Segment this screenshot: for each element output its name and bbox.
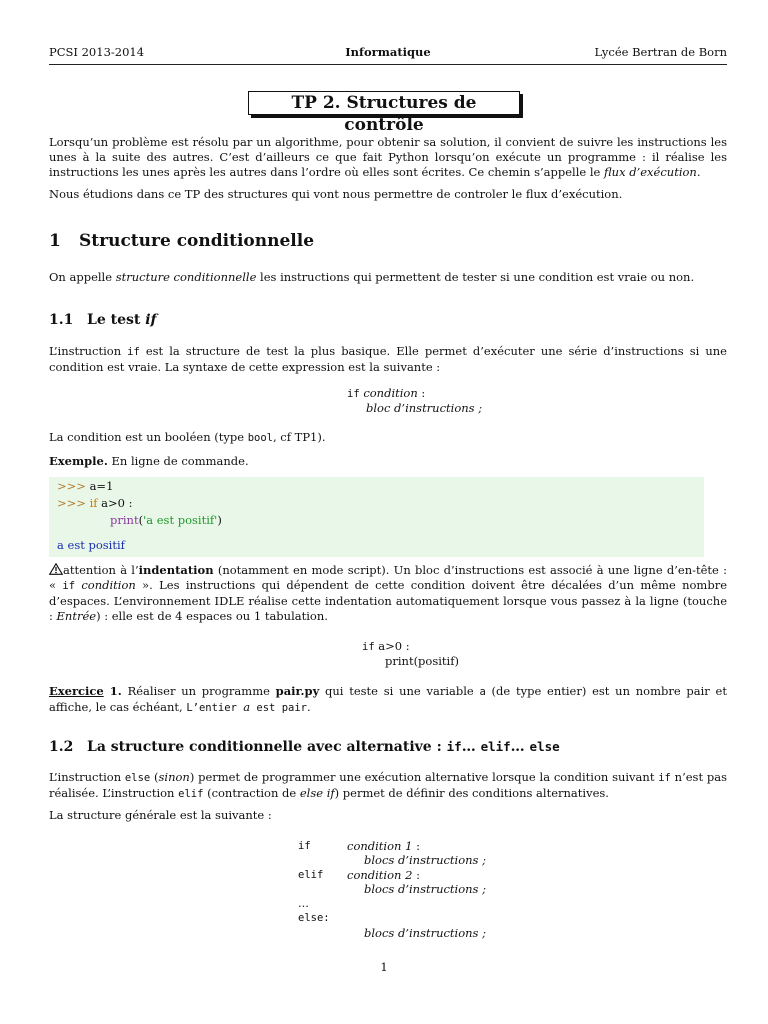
struct-if-keyword: if bbox=[298, 840, 311, 852]
document-title: TP 2. Structures de contrôle bbox=[248, 91, 520, 115]
indentation-warning: attention à l’indentation (notamment en mode script). Un bloc d’instructions est associé à une ligne d’en-tête : « if condition ». Les instructions qui dépendent de cette condition doivent être décalées d’un même nombre d’espaces. L’environnement IDLE réalise cette indentation automatiquement lorsque vous passez à la ligne (touche : Entrée) : elle est de 4 espaces ou 1 tabulation. bbox=[49, 563, 727, 623]
indent-example-line-2: print(positif) bbox=[385, 654, 459, 668]
code-output: a est positif bbox=[57, 538, 125, 552]
struct-condition-1: condition 1 : bbox=[347, 839, 420, 853]
struct-block-2: blocs d’instructions ; bbox=[364, 882, 486, 896]
subsection-heading-1-2: 1.2 La structure conditionnelle avec alternative : if… elif… else bbox=[49, 739, 560, 755]
page-number: 1 bbox=[380, 960, 388, 974]
header-center: Informatique bbox=[345, 45, 431, 59]
code-example-box bbox=[49, 477, 704, 557]
code-line-3: print('a est positif') bbox=[110, 513, 222, 527]
sub12-paragraph: L’instruction else (sinon) permet de programmer une exécution alternative lorsque la condition suivant if n’est pas réalisée. L’instruction elif (contraction de else if) permet de définir des conditions alternatives. bbox=[49, 770, 727, 800]
section-heading: 1 Structure conditionnelle bbox=[49, 231, 315, 251]
page-header bbox=[49, 45, 727, 61]
code-line-1: >>> a=1 bbox=[57, 479, 114, 493]
struct-block-1: blocs d’instructions ; bbox=[364, 853, 486, 867]
struct-condition-2: condition 2 : bbox=[347, 868, 420, 882]
section1-paragraph: On appelle structure conditionnelle les instructions qui permettent de tester si une condition est vraie ou non. bbox=[49, 270, 695, 284]
if-syntax-block: bloc d’instructions ; bbox=[366, 401, 483, 415]
sub12-paragraph-2: La structure générale est la suivante : bbox=[49, 808, 272, 822]
struct-else-keyword: else: bbox=[298, 912, 330, 924]
sub11-paragraph: L’instruction if est la structure de test la plus basique. Elle permet d’exécuter une série d’instructions si une condition est vraie. La syntaxe de cette expression est la suivante : bbox=[49, 344, 727, 374]
example-label: Exemple. En ligne de commande. bbox=[49, 454, 249, 468]
code-line-2: >>> if a>0 : bbox=[57, 496, 133, 510]
indent-example-line-1: if a>0 : bbox=[362, 639, 410, 653]
intro-paragraph: Lorsqu’un problème est résolu par un algorithme, pour obtenir sa solution, il convient de suivre les instructions les unes à la suite des autres. C’est d’ailleurs ce que fait Python lorsqu’on exécute un programme : il réalise les instructions les unes après les autres dans l’ordre où elles sont écrites. Ce chemin s’appelle le flux d’exécution. bbox=[49, 135, 727, 179]
exercise-1: Exercice 1. Réaliser un programme pair.py qui teste si une variable a (de type entier) est un nombre pair et affiche, le cas échéant, L’entier a est pair. bbox=[49, 684, 727, 714]
struct-elif-keyword: elif bbox=[298, 869, 324, 881]
struct-block-3: blocs d’instructions ; bbox=[364, 926, 486, 940]
if-syntax-line: if condition : bbox=[347, 386, 426, 400]
header-right: Lycée Bertran de Born bbox=[594, 45, 727, 59]
sub11-paragraph-2: La condition est un booléen (type bool, cf TP1). bbox=[49, 430, 326, 444]
warning-icon bbox=[49, 563, 63, 575]
header-left: PCSI 2013-2014 bbox=[49, 45, 145, 59]
struct-ellipsis: ... bbox=[298, 896, 309, 910]
intro-paragraph-2: Nous étudions dans ce TP des structures qui vont nous permettre de controler le flux d’exécution. bbox=[49, 187, 623, 201]
header-rule bbox=[49, 64, 727, 65]
subsection-heading-1-1: 1.1 Le test if bbox=[49, 312, 157, 328]
